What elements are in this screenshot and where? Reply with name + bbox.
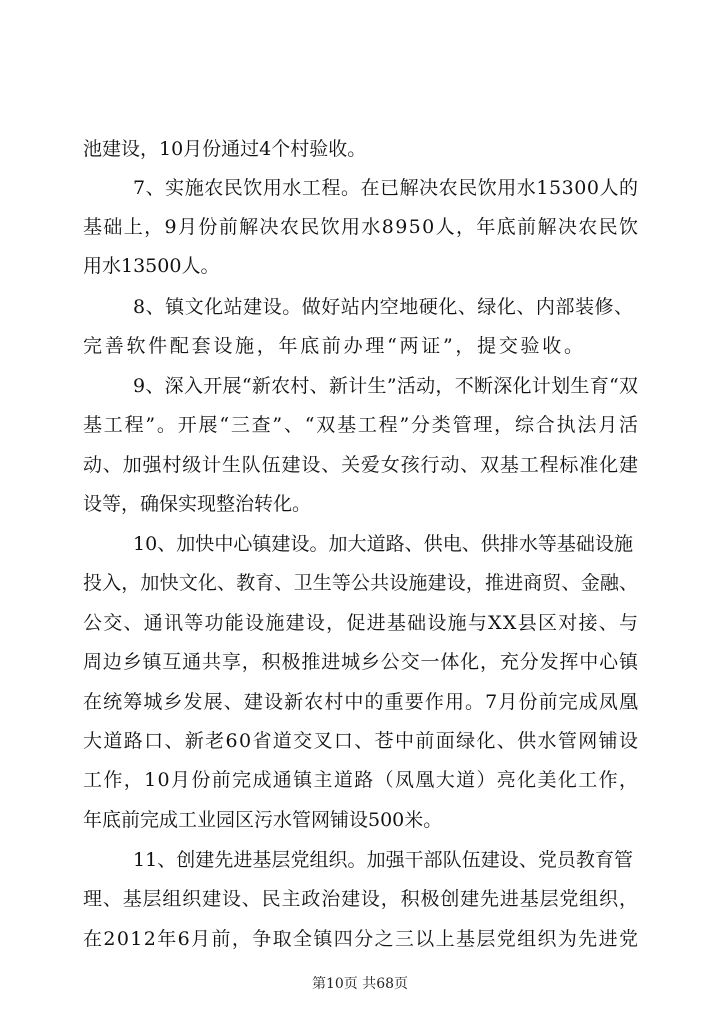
line-text: 投入，加快文化、教育、卫生等公共设施建设，推进商贸、金融、 <box>83 572 639 594</box>
line-text: 用水13500人。 <box>83 255 220 277</box>
line-text: 在2012年6月前，争取全镇四分之三以上基层党组织为先进党 <box>83 928 640 950</box>
line-text: 动、加强村级计生队伍建设、关爱女孩行动、双基工程标准化建 <box>83 454 639 476</box>
line-text: 理、基层组织建设、民主政治建设，积极创建先进基层党组织， <box>83 888 639 910</box>
line-text: 公交、通讯等功能设施建设，促进基础设施与XX县区对接、与 <box>83 612 640 634</box>
line-text: 9、深入开展“新农村、新计生”活动，不断深化计划生育“双 <box>133 375 639 397</box>
line-text: 11、创建先进基层党组织。加强干部队伍建设、党员教育管 <box>133 849 634 871</box>
line-text: 8、镇文化站建设。做好站内空地硬化、绿化、内部装修、 <box>133 296 634 318</box>
line-text: 年底前完成工业园区污水管网铺设500米。 <box>83 809 443 831</box>
line-text: 大道路口、新老60省道交叉口、苍中前面绿化、供水管网铺设 <box>83 730 640 752</box>
line-text: 7、实施农民饮用水工程。在已解决农民饮用水15300人的 <box>133 177 639 199</box>
line-text: 工作，10月份前完成通镇主道路（凤凰大道）亮化美化工作， <box>83 769 640 791</box>
page-footer <box>0 975 720 993</box>
line-text: 设等，确保实现整治转化。 <box>83 493 312 515</box>
line-text: 周边乡镇互通共享，积极推进城乡公交一体化，充分发挥中心镇 <box>83 651 639 673</box>
line-text: 完善软件配套设施，年底前办理“两证”，提交验收。 <box>83 335 586 357</box>
line-text: 池建设，10月份通过4个村验收。 <box>83 138 367 160</box>
line-text: 10、加快中心镇建设。加大道路、供电、供排水等基础设施 <box>133 533 634 555</box>
line-text: 基础上，9月份前解决农民饮用水8950人，年底前解决农民饮 <box>83 216 640 238</box>
line-text: 在统筹城乡发展、建设新农村中的重要作用。7月份前完成凤凰 <box>83 691 640 713</box>
page-number-label: 第10页 共68页 <box>311 976 409 992</box>
line-text: 基工程”。开展“三查”、“双基工程”分类管理，综合执法月活 <box>83 414 640 436</box>
